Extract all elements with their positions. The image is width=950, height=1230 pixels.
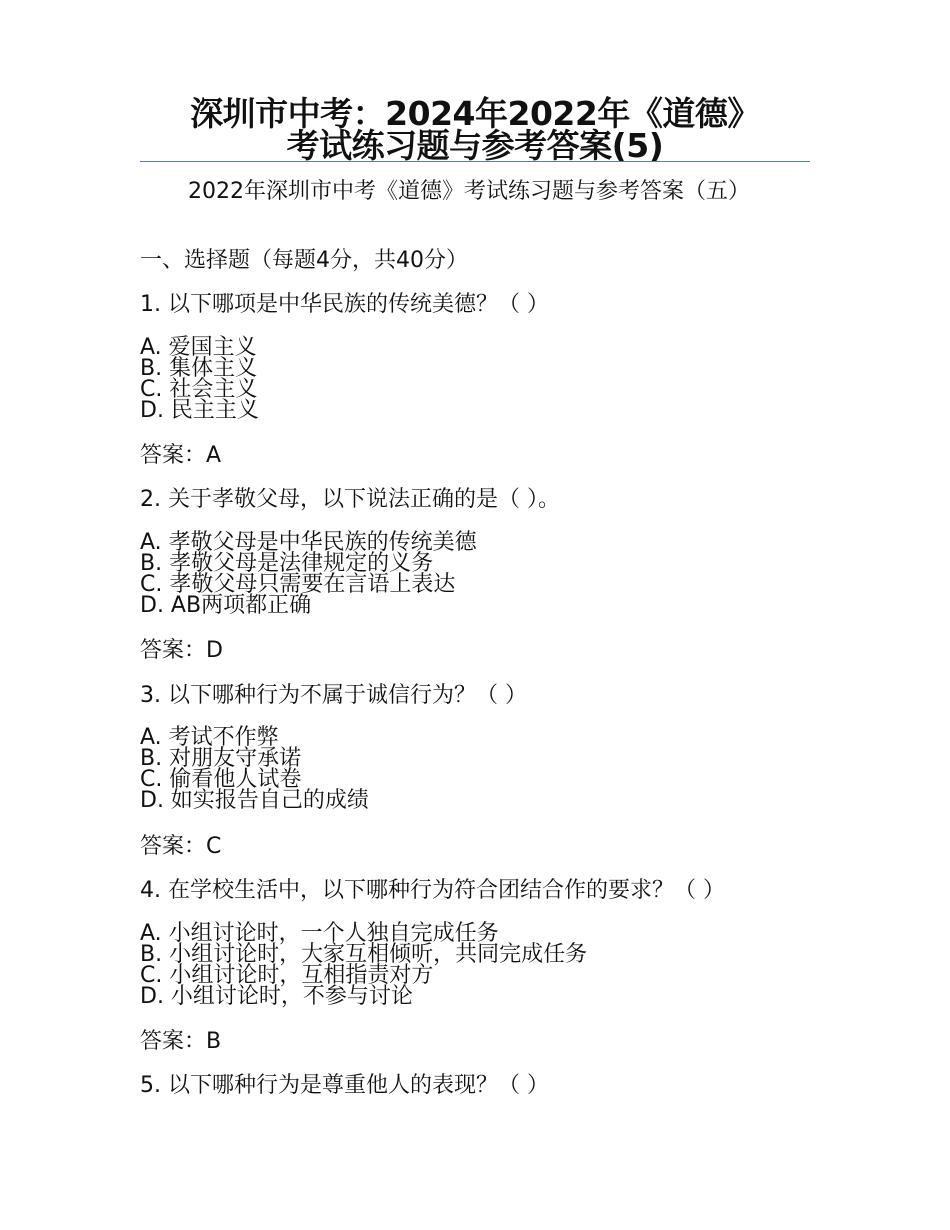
question-1-stem: 1. 以下哪项是中华民族的传统美德？（ ） bbox=[140, 292, 549, 317]
question-1-answer: 答案：A bbox=[140, 443, 222, 468]
question-3-options bbox=[140, 727, 369, 811]
question-1-option-d: D. 民主主义 bbox=[140, 398, 259, 423]
question-3-option-d: D. 如实报告自己的成绩 bbox=[140, 788, 369, 813]
question-4-option-a: A. 小组讨论时，一个人独自完成任务 bbox=[140, 921, 499, 946]
question-2-stem: 2. 关于孝敬父母，以下说法正确的是（ ）。 bbox=[140, 487, 560, 512]
question-4-option-d: D. 小组讨论时，不参与讨论 bbox=[140, 984, 413, 1009]
question-5-stem: 5. 以下哪种行为是尊重他人的表现？（ ） bbox=[140, 1073, 549, 1098]
question-4-answer: 答案：B bbox=[140, 1029, 222, 1054]
question-4-option-c: C. 小组讨论时，互相指责对方 bbox=[140, 963, 434, 988]
question-4-stem: 4. 在学校生活中，以下哪种行为符合团结合作的要求？（ ） bbox=[140, 878, 725, 903]
question-4-option-b: B. 小组讨论时，大家互相倾听，共同完成任务 bbox=[140, 942, 588, 967]
question-2-options bbox=[140, 532, 477, 616]
document-title bbox=[140, 94, 810, 165]
question-4-options bbox=[140, 923, 587, 1007]
document-subtitle: 2022年深圳市中考《道德》考试练习题与参考答案（五） bbox=[188, 179, 750, 204]
question-1-option-b: B. 集体主义 bbox=[140, 356, 258, 381]
question-1-options bbox=[140, 337, 259, 421]
question-2-option-a: A. 孝敬父母是中华民族的传统美德 bbox=[140, 530, 477, 555]
question-2-answer: 答案：D bbox=[140, 638, 223, 663]
question-2-option-b: B. 孝敬父母是法律规定的义务 bbox=[140, 551, 434, 576]
question-3-answer: 答案：C bbox=[140, 834, 222, 859]
question-3-stem: 3. 以下哪种行为不属于诚信行为？（ ） bbox=[140, 683, 527, 708]
title-divider bbox=[140, 161, 810, 162]
document-title-line-1: 深圳市中考：2024年2022年《道德》 bbox=[190, 94, 760, 133]
question-2-option-c: C. 孝敬父母只需要在言语上表达 bbox=[140, 572, 456, 597]
question-3-option-c: C. 偷看他人试卷 bbox=[140, 767, 302, 792]
question-3-option-b: B. 对朋友守承诺 bbox=[140, 746, 302, 771]
question-3-option-a: A. 考试不作弊 bbox=[140, 725, 279, 750]
document-title-line-2: 考试练习题与参考答案(5) bbox=[286, 126, 664, 165]
question-2-option-d: D. AB两项都正确 bbox=[140, 593, 312, 618]
question-1-option-c: C. 社会主义 bbox=[140, 377, 258, 402]
section-heading: 一、选择题（每题4分，共40分） bbox=[140, 248, 468, 273]
question-1-option-a: A. 爱国主义 bbox=[140, 335, 257, 360]
